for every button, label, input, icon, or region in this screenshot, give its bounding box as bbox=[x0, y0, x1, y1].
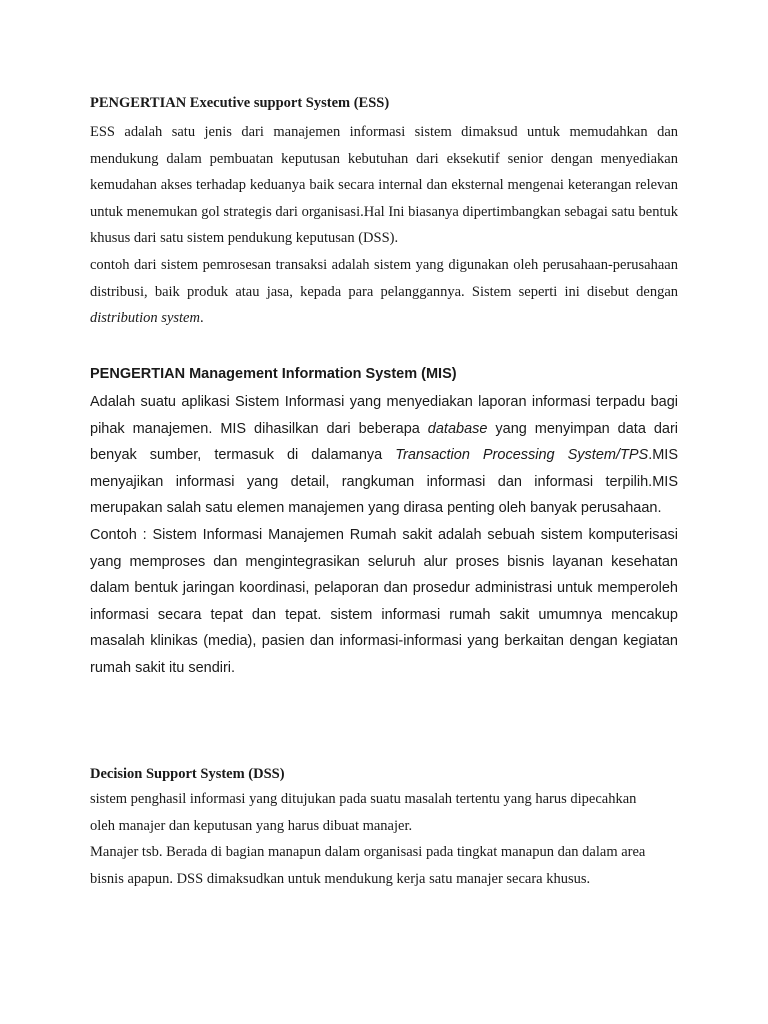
dss-paragraph-1-line-2: oleh manajer dan keputusan yang harus dibuat manajer. bbox=[90, 817, 413, 834]
ess-paragraph-2-end: . bbox=[199, 310, 204, 327]
ess-paragraph-1: ESS adalah satu jenis dari manajemen informasi sistem dimaksud untuk memudahkan dan mendukung dalam pembuatan keputusan kebutuhan dari eksekutif senior dengan menyediakan kemudahan akses terhadap keduanya baik secara internal dan eksternal mengenai keterangan relevan untuk menemukan gol strategis dari organisasi.Hal Ini biasanya dipertimbangkan sebagai satu bentuk khusus dari satu sistem pendukung keputusan (DSS). bbox=[90, 124, 678, 247]
mis-heading: PENGERTIAN Management Information System (MIS) bbox=[90, 366, 457, 382]
mis-paragraph-1-text-c: .MIS menyajikan informasi yang detail, rangkuman informasi dan informasi terpilih.MIS merupakan salah satu elemen manajemen yang dirasa penting oleh banyak perusahaan. bbox=[90, 447, 678, 517]
mis-paragraph-1-text-b: yang menyimpan data dari benyak sumber, termasuk di dalamanya bbox=[90, 420, 678, 464]
mis-section bbox=[90, 364, 678, 682]
dss-paragraph-2-line-1: Manajer tsb. Berada di bagian manapun dalam organisasi pada tingkat manapun dan dalam area bbox=[90, 844, 646, 861]
mis-paragraph-1-emphasis-database: database bbox=[427, 420, 488, 437]
dss-paragraph-2-line-2: bisnis apapun. DSS dimaksudkan untuk mendukung kerja satu manajer secara khusus. bbox=[90, 870, 591, 887]
dss-heading: Decision Support System (DSS) bbox=[90, 766, 285, 782]
mis-paragraph-1-emphasis-tps: Transaction Processing System/TPS bbox=[395, 447, 649, 464]
ess-paragraph-2 bbox=[90, 252, 678, 332]
ess-paragraph-2-emphasis: distribution system bbox=[90, 310, 200, 327]
dss-paragraph-2 bbox=[90, 839, 678, 892]
dss-section bbox=[90, 764, 678, 892]
mis-paragraph-1-text-a: Adalah suatu aplikasi Sistem Informasi yang menyediakan laporan informasi terpadu bagi pihak manajemen. MIS dihasilkan dari beberapa bbox=[90, 394, 678, 437]
dss-paragraph-1-line-1: sistem penghasil informasi yang ditujukan pada suatu masalah tertentu yang harus dipecahkan bbox=[90, 791, 637, 807]
ess-paragraph-2-text: contoh dari sistem pemrosesan transaksi adalah sistem yang digunakan oleh perusahaan-perusahaan distribusi, baik produk atau jasa, kepada para pelanggannya. Sistem seperti ini disebut dengan bbox=[90, 256, 678, 300]
dss-paragraph-1 bbox=[90, 786, 678, 839]
mis-paragraph-1 bbox=[90, 389, 678, 522]
ess-section bbox=[90, 93, 678, 332]
ess-heading: PENGERTIAN Executive support System (ESS) bbox=[90, 95, 390, 111]
mis-paragraph-2: Contoh : Sistem Informasi Manajemen Rumah sakit adalah sebuah sistem komputerisasi yang memproses dan mengintegrasikan seluruh alur proses bisnis layanan kesehatan dalam bentuk jaringan koordinasi, pelaporan dan prosedur administrasi untuk memperoleh informasi secara tepat dan tepat. sistem informasi rumah sakit umumnya mencakup masalah klinikas (media), pasien dan informasi-informasi yang berkaitan dengan kegiatan rumah sakit itu sendiri. bbox=[90, 526, 678, 676]
